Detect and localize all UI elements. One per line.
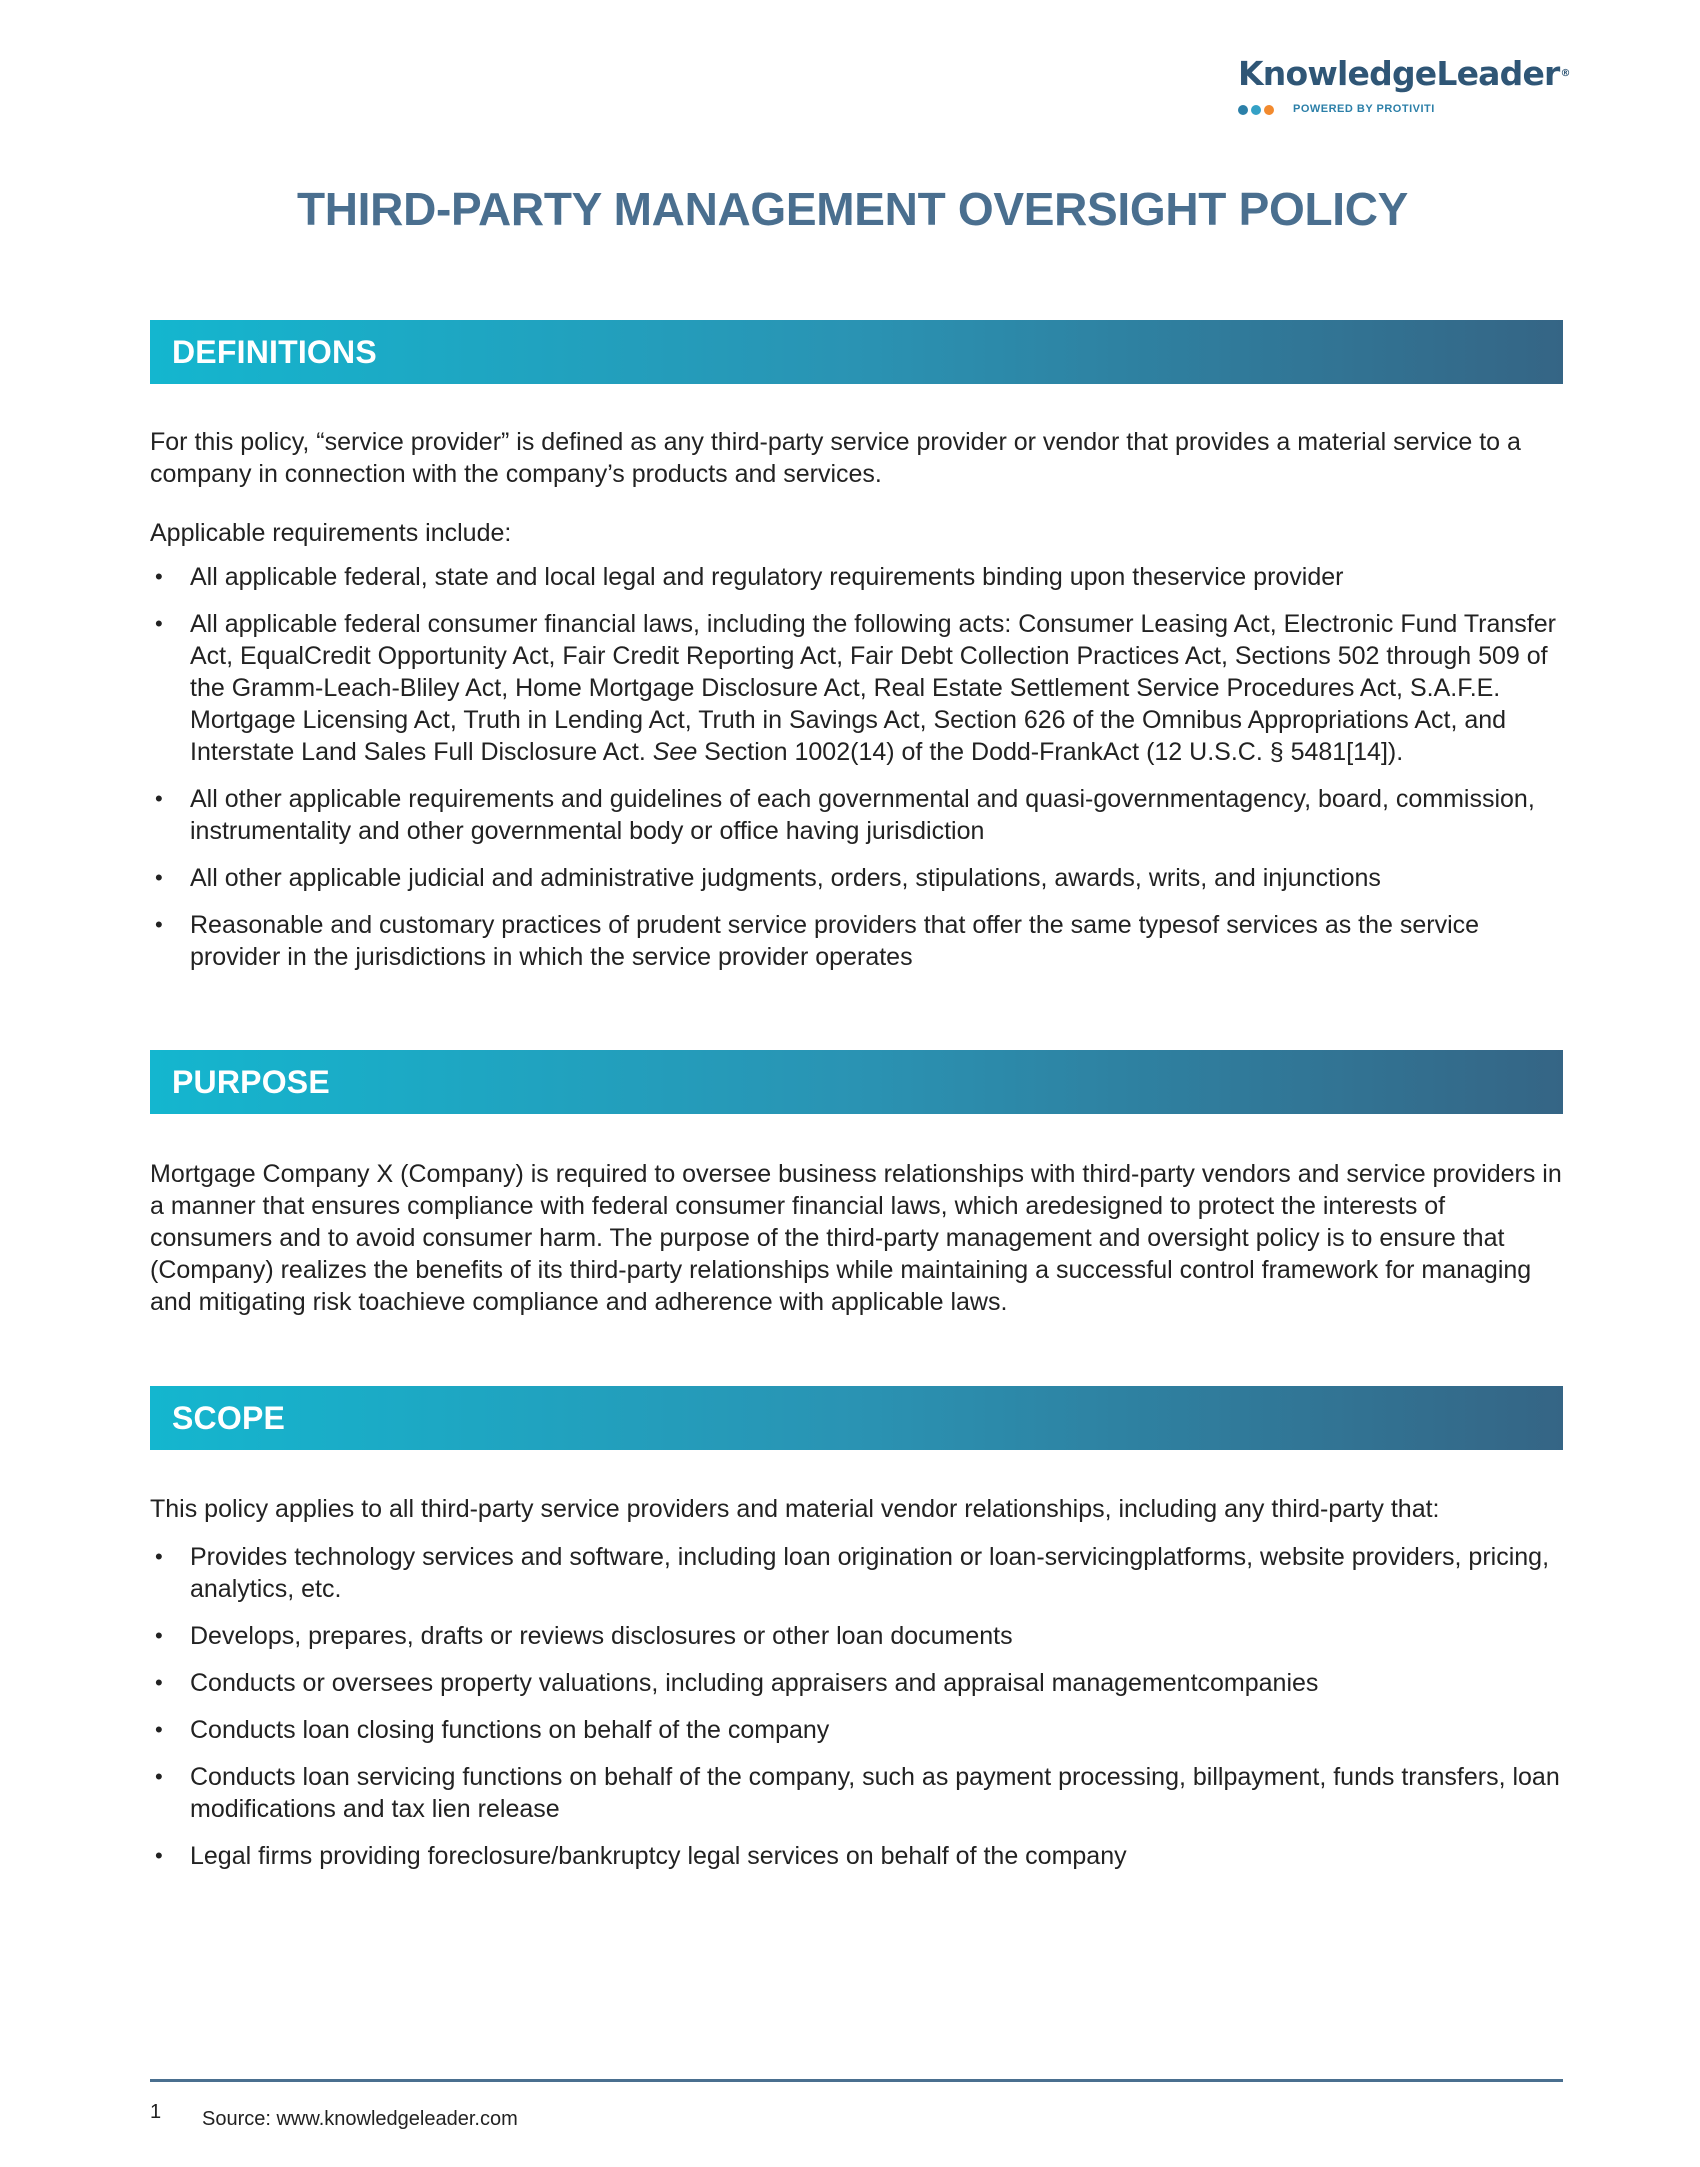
logo-tagline	[1238, 101, 1568, 119]
list-item: • Provides technology services and software, including loan origination or loan-servicingplatforms, website providers, pricing, analytics, etc.	[150, 1541, 1563, 1605]
scope-list	[150, 1541, 1563, 1872]
list-item: • Legal firms providing foreclosure/bankruptcy legal services on behalf of the company	[150, 1840, 1563, 1872]
footer-source: Source: www.knowledgeleader.com	[202, 2108, 518, 2130]
footer-divider	[150, 2079, 1563, 2082]
section-heading: PURPOSE	[172, 1064, 330, 1100]
logo-powered-by: POWERED BY PROTIVITI	[1293, 103, 1435, 115]
scope-content	[150, 1493, 1563, 1872]
list-item: • Conducts or oversees property valuations, including appraisers and appraisal managementcompanies	[150, 1667, 1563, 1699]
registered-mark: ®	[1560, 68, 1570, 79]
scope-section-header	[150, 1386, 1563, 1450]
list-item: • Develops, prepares, drafts or reviews disclosures or other loan documents	[150, 1620, 1563, 1652]
logo-dot-icon	[1251, 105, 1261, 115]
list-item-text: All applicable federal consumer financial laws, including the following acts: Consumer Leasing Act, Electronic Fund Transfer Act, EqualCredit Opportunity Act, Fair Credit Reporting Act, Fair Debt Collection Practices Act, Sections 502 through 509 of the Gramm-Leach-Bliley Act, Home Mortgage Disclosure Act, Real Estate Settlement Service Procedures Act, S.A.F.E. Mortgage Licensing Act, Truth in Lending Act, Truth in Savings Act, Section 626 of the Omnibus Appropriations Act, and Interstate Land Sales Full Disclosure Act.	[190, 610, 1556, 766]
requirements-lead: Applicable requirements include:	[150, 519, 512, 547]
list-item: • Reasonable and customary practices of prudent service providers that offer the same typesof services as the service provider in the jurisdictions in which the service provider operates	[150, 909, 1563, 973]
logo-dot-icon	[1264, 105, 1274, 115]
definitions-section-header	[150, 320, 1563, 384]
scope-intro: This policy applies to all third-party service providers and material vendor relationships, including any third-party that:	[150, 1495, 1440, 1523]
page-number: 1	[150, 2101, 162, 2123]
definitions-intro: For this policy, “service provider” is defined as any third-party service provider or vendor that provides a material service to a company in connection with the company’s products and services.	[150, 428, 1521, 488]
purpose-body: Mortgage Company X (Company) is required to oversee business relationships with third-party vendors and service providers in a manner that ensures compliance with federal consumer financial laws, which aredesigned to protect the interests of consumers and to avoid consumer harm. The purpose of the third-party management and oversight policy is to ensure that (Company) realizes the benefits of its third-party relationships while maintaining a successful control framework for managing and mitigating risk toachieve compliance and adherence with applicable laws.	[150, 1160, 1562, 1316]
logo-wordmark	[1238, 54, 1568, 94]
knowledgeleader-logo	[1238, 54, 1568, 119]
list-item: • Conducts loan servicing functions on behalf of the company, such as payment processing, billpayment, funds transfers, loan modifications and tax lien release	[150, 1761, 1563, 1825]
definitions-content	[150, 426, 1563, 973]
logo-dot-icon	[1238, 105, 1248, 115]
list-item: • Conducts loan closing functions on behalf of the company	[150, 1714, 1563, 1746]
requirements-list	[150, 561, 1563, 973]
see-reference: See	[652, 738, 698, 766]
list-item-citation: Section 1002(14) of the Dodd-FrankAct (12 U.S.C. § 5481[14]).	[704, 738, 1404, 766]
section-heading: SCOPE	[172, 1400, 286, 1436]
purpose-content	[150, 1158, 1563, 1318]
list-item: • All other applicable requirements and guidelines of each governmental and quasi-governmentagency, board, commission, instrumentality and other governmental body or office having jurisdiction	[150, 783, 1563, 847]
purpose-section-header	[150, 1050, 1563, 1114]
list-item: • All applicable federal, state and local legal and regulatory requirements binding upon theservice provider	[150, 561, 1563, 593]
logo-name-text: KnowledgeLeader	[1238, 54, 1560, 93]
list-item: • All other applicable judicial and administrative judgments, orders, stipulations, awards, writs, and injunctions	[150, 862, 1563, 894]
document-title: THIRD-PARTY MANAGEMENT OVERSIGHT POLICY	[296, 183, 1409, 235]
section-heading: DEFINITIONS	[172, 334, 377, 370]
list-item	[150, 608, 1563, 768]
